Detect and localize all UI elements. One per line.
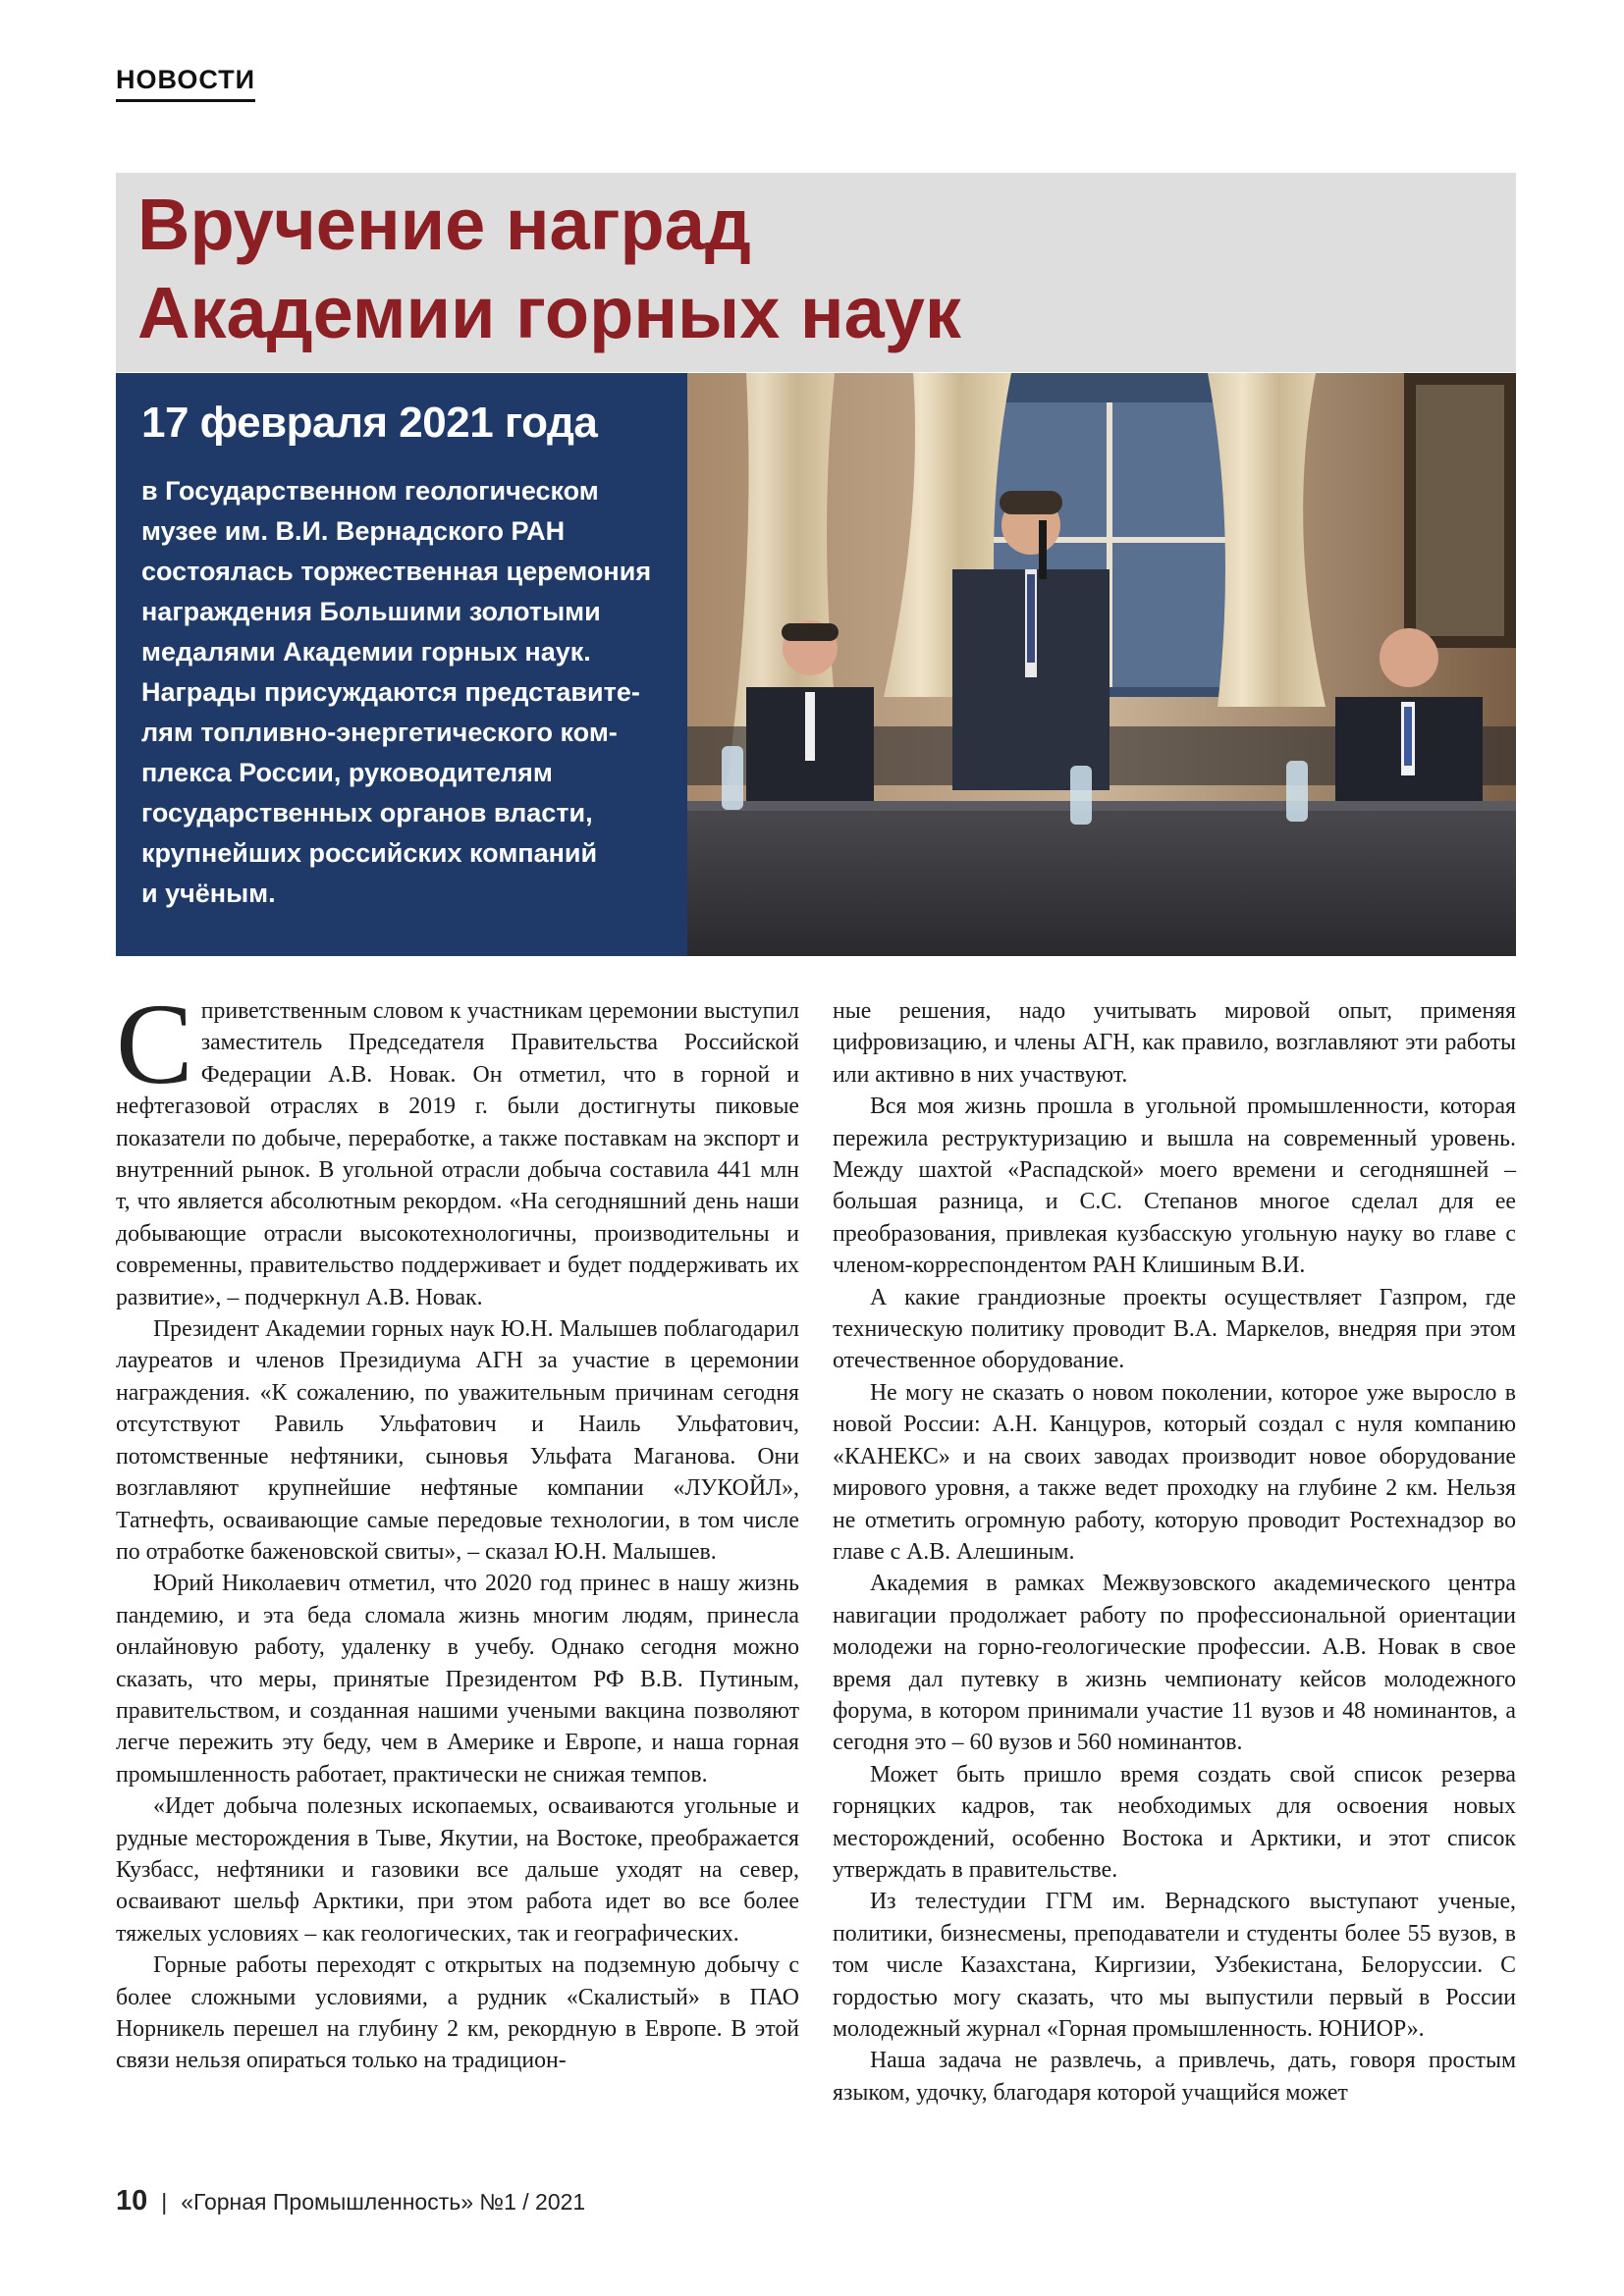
lead-text bbox=[141, 471, 672, 914]
lead-line: и учёным. bbox=[141, 879, 276, 908]
lead-line: крупнейших российских компаний bbox=[141, 838, 598, 868]
paragraph: Из телестудии ГГМ им. Вернадского выступают ученые, политики, бизнесмены, преподаватели и студенты более 55 вузов, в том числе Казахстана, Киргизии, Узбекистана, Белоруссии. С гордостью могу сказать, что мы выпустили первый в России молодежный журнал «Горная промышленность. ЮНИОР». bbox=[833, 1889, 1516, 2042]
lead-line: лям топливно-энергетического ком- bbox=[141, 718, 618, 747]
page-number: 10 bbox=[116, 2185, 148, 2216]
article-column-left bbox=[116, 980, 799, 2077]
lead-date: 17 февраля 2021 года bbox=[141, 399, 598, 447]
paragraph: Может быть пришло время создать свой список резерва горняцких кадров, так необходимых для освоения новых месторождений, особенно Востока и Арктики, и этот список утверждать в правительстве. bbox=[833, 1761, 1516, 1883]
paragraph: А какие грандиозные проекты осуществляет Газпром, где техническую политику проводит В.А. Маркелов, внедряя при этом отечественное оборудование. bbox=[833, 1284, 1516, 1374]
article-title bbox=[137, 181, 961, 357]
lead-line: Награды присуждаются представите- bbox=[141, 677, 640, 707]
title-line: Академии горных наук bbox=[137, 272, 961, 353]
paragraph: Сприветственным словом к участникам церемонии выступил заместитель Председателя Правительства Российской Федерации А.В. Новак. Он отметил, что в горной и нефтегазовой отраслях в 2019 г. были достигнуты пиковые показатели по добыче, переработке, а также поставкам на экспорт и внутренний рынок. В угольной отрасли добыча составила 441 млн т, что является абсолютным рекордом. «На сегодняшний день наши добывающие отрасли высокотехнологичны, производительны и современны, правительство поддерживает и будет поддерживать их развитие», – подчеркнул А.В. Новак. bbox=[116, 980, 799, 1310]
page-footer bbox=[116, 2185, 585, 2217]
paragraph: ные решения, надо учитывать мировой опыт, применяя цифровизацию, и члены АГН, как правило, возглавляют эти работы или активно в них участвуют. bbox=[833, 998, 1516, 1088]
journal-name: «Горная Промышленность» №1 / 2021 bbox=[181, 2189, 586, 2215]
paragraph: Горные работы переходят с открытых на подземную добычу с более сложными условиями, а рудник «Скалистый» в ПАО Норникель перешел на глубину 2 км, рекордную в Европе. В этой связи нельзя опираться только на традицион- bbox=[116, 1952, 799, 2074]
lead-line: государственных органов власти, bbox=[141, 798, 593, 828]
lead-line: медалями Академии горных наук. bbox=[141, 637, 591, 667]
lead-line: состоялась торжественная церемония bbox=[141, 557, 652, 586]
paragraph: Вся моя жизнь прошла в угольной промышленности, которая пережила реструктуризацию и вышла на современный уровень. Между шахтой «Распадской» моего времени и сегодняшней – большая разница, и С.С. Степанов многое сделал для ее преобразования, привлекая кузбасскую угольную науку во главе с членом-корреспондентом РАН Клишиным В.И. bbox=[833, 1094, 1516, 1279]
lead-line: плекса России, руководителям bbox=[141, 758, 553, 787]
paragraph: Академия в рамках Межвузовского академического центра навигации продолжает работу по профессиональной ориентации молодежи на горно-геологические профессии. А.В. Новак в свое время дал путевку в жизнь чемпионату кейсов молодежного форума, в котором принимали участие 11 вузов и 48 номинантов, а сегодня это – 60 вузов и 560 номинантов. bbox=[833, 1571, 1516, 1756]
paragraph: Не могу не сказать о новом поколении, которое уже выросло в новой России: А.Н. Канцуров, который создал с нуля компанию «КАНЕКС» и на своих заводах производит новое оборудование мирового уровня, а также ведет проходку на глубине 2 км. Нельзя не отметить огромную работу, которую проводит Ростехнадзор во главе с А.В. Алешиным. bbox=[833, 1379, 1516, 1565]
lead-box bbox=[116, 373, 687, 956]
paragraph: Наша задача не развлечь, а привлечь, дать, говоря простым языком, удочку, благодаря которой учащийся может bbox=[833, 2048, 1516, 2106]
lead-line: награждения Большими золотыми bbox=[141, 597, 601, 626]
footer-separator: | bbox=[161, 2189, 168, 2215]
section-label: НОВОСТИ bbox=[116, 65, 255, 102]
paragraph: Президент Академии горных наук Ю.Н. Малышев поблагодарил лауреатов и членов Президиума АГН за участие в церемонии награждения. «К сожалению, по уважительным причинам сегодня отсутствуют Равиль Ульфатович и Наиль Ульфатович, потомственные нефтяники, сыновья Ульфата Маганова. Они возглавляют крупнейшие нефтяные компании «ЛУКОЙЛ», Татнефть, осваивающие самые передовые технологии, в том числе по отработке баженовской свиты», – сказал Ю.Н. Малышев. bbox=[116, 1316, 799, 1565]
title-line: Вручение наград bbox=[137, 184, 751, 265]
paragraph: «Идет добыча полезных ископаемых, осваиваются угольные и рудные месторождения в Тыве, Якутии, на Востоке, преображается Кузбасс, нефтяники и газовики все дальше уходят на север, осваивают шельф Арктики, при этом работа идет во все более тяжелых условиях – как геологических, так и географических. bbox=[116, 1793, 799, 1947]
article-column-right bbox=[833, 995, 1516, 2109]
lead-line: в Государственном геологическом bbox=[141, 476, 599, 506]
paragraph: Юрий Николаевич отметил, что 2020 год принес в нашу жизнь пандемию, и эта беда сломала жизнь многим людям, принесла онлайновую работу, удаленку в учебу. Однако сегодня можно сказать, что меры, принятые Президентом РФ В.В. Путиным, правительством, и созданная нашими учеными вакцина позволяют легче пережить эту беду, чем в Америке и Европе, и наша горная промышленность работает, практически не снижая темпов. bbox=[116, 1571, 799, 1788]
ceremony-photo bbox=[687, 373, 1516, 956]
lead-line: музее им. В.И. Вернадского РАН bbox=[141, 516, 566, 546]
